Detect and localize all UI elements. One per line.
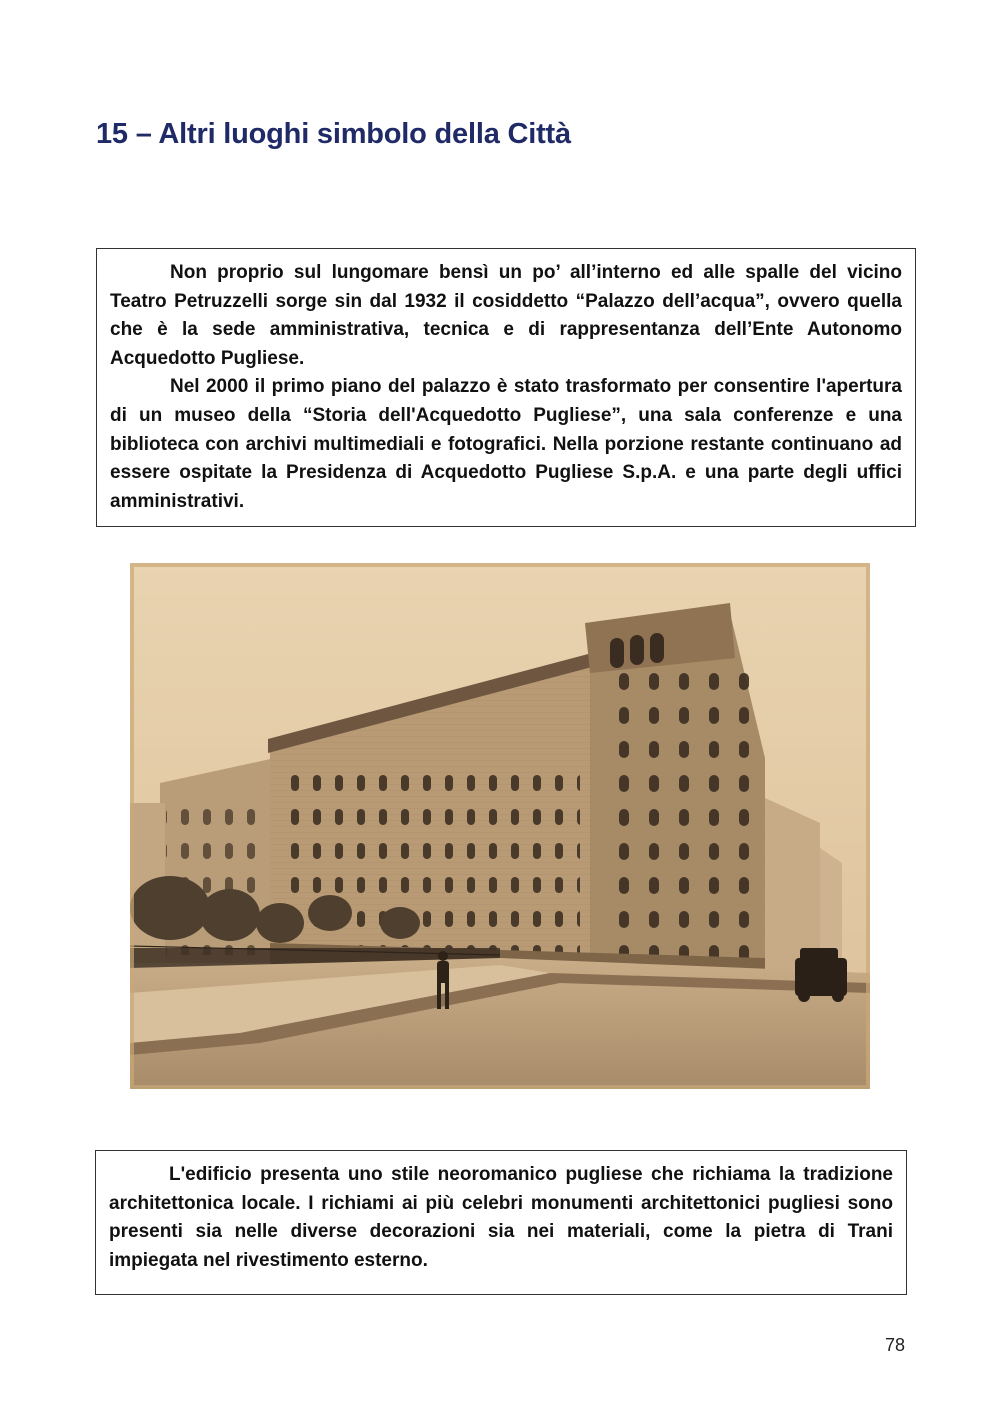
intro-text-box — [96, 248, 916, 527]
page-number: 78 — [884, 1335, 905, 1355]
description-paragraph: L'edificio presenta uno stile neoromanico pugliese che richiama la tradizione architettonica locale. I richiami ai più celebri monumenti architettonici pugliesi sono presenti sia nelle diverse decorazioni sia nei materiali, come la pietra di Trani impiegata nel rivestimento esterno. — [109, 1164, 893, 1271]
postcard-photo — [130, 563, 870, 1089]
page-title: 15 – Altri luoghi simbolo della Città — [96, 118, 571, 150]
intro-paragraph-2: Nel 2000 il primo piano del palazzo è stato trasformato per consentire l'apertura di un museo della “Storia dell'Acquedotto Pugliese”, una sala conferenze e una biblioteca con archivi multimediali e fotografici. Nella porzione restante continuano ad essere ospitate la Presidenza di Acquedotto Pugliese S.p.A. e una parte degli uffici amministrativi. — [110, 376, 902, 512]
building-illustration — [130, 563, 870, 1089]
description-text-box — [95, 1150, 907, 1295]
intro-paragraph-1: Non proprio sul lungomare bensì un po’ all’interno ed alle spalle del vicino Teatro Petruzzelli sorge sin dal 1932 il cosiddetto “Palazzo dell’acqua”, ovvero quella che è la sede amministrativa, tecnica e di rappresentanza dell’Ente Autonomo Acquedotto Pugliese. — [110, 262, 902, 369]
